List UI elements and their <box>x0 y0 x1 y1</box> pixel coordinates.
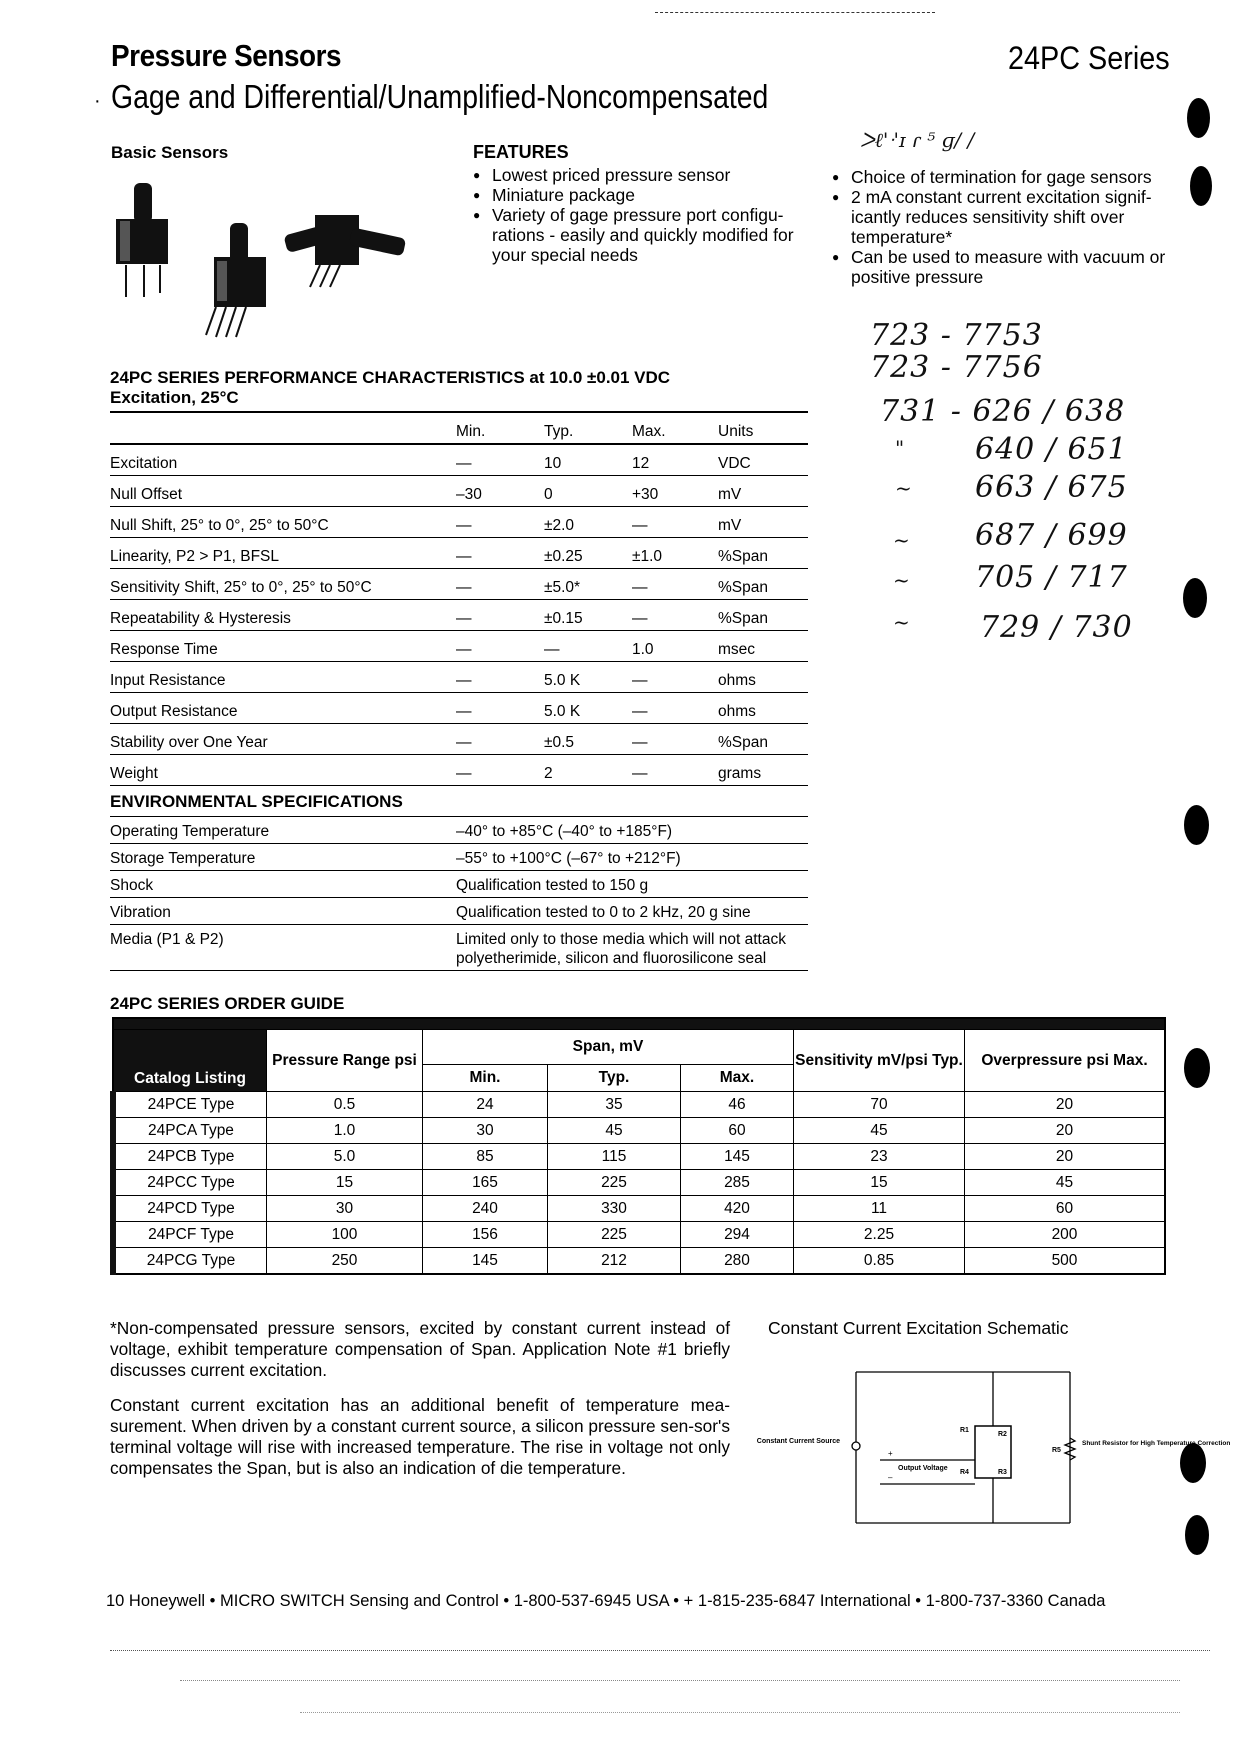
handwritten-note: 705 / 717 <box>975 560 1128 595</box>
performance-table <box>110 411 808 786</box>
table-cell: 60 <box>681 1118 794 1144</box>
table-row <box>110 476 808 507</box>
punch-hole-icon <box>1187 98 1210 138</box>
table-row <box>110 631 808 662</box>
column-header: Typ. <box>544 412 632 444</box>
table-row <box>113 1092 1165 1118</box>
table-cell: mV <box>718 476 808 507</box>
table-header-row <box>110 412 808 444</box>
table-cell: 45 <box>548 1118 681 1144</box>
table-top-bar <box>113 1018 1165 1030</box>
feature-item: ● Variety of gage pressure port configu-rations - easily and quickly modified for your special needs <box>473 205 813 265</box>
table-cell: 20 <box>965 1092 1166 1118</box>
handwritten-note: 731 - 626 / 638 <box>880 394 1126 429</box>
minus-label: – <box>888 1473 893 1482</box>
feature-item: ● 2 mA constant current excitation signif-icantly reduces sensitivity shift over temperature* <box>832 187 1172 247</box>
features-list-left <box>473 165 813 265</box>
page-subtitle: Gage and Differential/Unamplified-Noncompensated <box>111 78 769 115</box>
table-cell: Null Offset <box>110 476 456 507</box>
handwritten-mark: " <box>895 436 906 460</box>
table-cell: 330 <box>548 1196 681 1222</box>
resistor-r4-label: R4 <box>960 1469 969 1476</box>
punch-hole-icon <box>1184 1048 1210 1088</box>
table-cell: 285 <box>681 1170 794 1196</box>
table-cell: 280 <box>681 1248 794 1275</box>
table-cell: — <box>632 693 718 724</box>
column-header-max: Max. <box>681 1065 794 1092</box>
column-header-catalog: Catalog Listing <box>113 1030 267 1092</box>
resistor-r3-label: R3 <box>998 1469 1007 1476</box>
table-cell: %Span <box>718 538 808 569</box>
table-cell: 24PCE Type <box>113 1092 267 1118</box>
table-cell: %Span <box>718 724 808 755</box>
table-cell: 20 <box>965 1144 1166 1170</box>
table-cell: 100 <box>267 1222 423 1248</box>
table-cell: 212 <box>548 1248 681 1275</box>
plus-label: + <box>888 1449 893 1458</box>
resistor-r5-label: R5 <box>1052 1447 1061 1454</box>
table-cell: 2.25 <box>794 1222 965 1248</box>
resistor-r1-label: R1 <box>960 1427 969 1434</box>
punch-hole-icon <box>1185 1515 1209 1555</box>
table-cell: Vibration <box>110 898 456 925</box>
column-header-min: Min. <box>423 1065 548 1092</box>
table-cell: 0 <box>544 476 632 507</box>
table-cell: 145 <box>681 1144 794 1170</box>
table-cell: 30 <box>267 1196 423 1222</box>
table-cell: — <box>544 631 632 662</box>
table-cell: 0.85 <box>794 1248 965 1275</box>
performance-table-body <box>110 444 808 786</box>
table-cell: grams <box>718 755 808 786</box>
table-cell: 24PCC Type <box>113 1170 267 1196</box>
table-cell: Input Resistance <box>110 662 456 693</box>
table-row <box>110 538 808 569</box>
table-cell: ±1.0 <box>632 538 718 569</box>
column-header-sensitivity: Sensitivity mV/psi Typ. <box>794 1030 965 1092</box>
table-cell: — <box>632 507 718 538</box>
table-cell: Sensitivity Shift, 25° to 0°, 25° to 50°C <box>110 569 456 600</box>
table-cell: ±0.5 <box>544 724 632 755</box>
page-title: Pressure Sensors <box>111 38 342 73</box>
table-cell: 5.0 <box>267 1144 423 1170</box>
environmental-heading: ENVIRONMENTAL SPECIFICATIONS <box>110 792 403 811</box>
column-header: Max. <box>632 412 718 444</box>
table-cell: 15 <box>794 1170 965 1196</box>
environmental-table-body <box>110 817 808 971</box>
performance-heading <box>110 368 670 408</box>
table-cell: Shock <box>110 871 456 898</box>
table-cell: Qualification tested to 0 to 2 kHz, 20 g sine <box>456 898 808 925</box>
handwritten-note: 723 - 7753 <box>870 318 1043 353</box>
punch-hole-icon <box>1183 578 1207 618</box>
column-header: Units <box>718 412 808 444</box>
table-cell: — <box>632 662 718 693</box>
performance-heading-line1: 24PC SERIES PERFORMANCE CHARACTERISTICS at 10.0 ±0.01 VDC <box>110 368 671 387</box>
table-row <box>113 1222 1165 1248</box>
table-cell: 20 <box>965 1118 1166 1144</box>
features-heading: FEATURES <box>473 142 569 162</box>
table-cell: 10 <box>544 444 632 476</box>
punch-hole-icon <box>1180 1443 1206 1483</box>
table-cell: +30 <box>632 476 718 507</box>
order-guide-table <box>110 1017 1166 1275</box>
sensor-image-1 <box>116 183 168 297</box>
order-guide-heading: 24PC SERIES ORDER GUIDE <box>110 994 345 1013</box>
table-cell: ohms <box>718 693 808 724</box>
schematic-title: Constant Current Excitation Schematic <box>768 1318 1069 1338</box>
scan-artifact-bottom <box>180 1680 1180 1683</box>
constant-current-schematic <box>756 1360 1231 1535</box>
table-cell: 24 <box>423 1092 548 1118</box>
table-cell: — <box>456 724 544 755</box>
table-cell: 85 <box>423 1144 548 1170</box>
table-cell: — <box>456 755 544 786</box>
table-cell: 115 <box>548 1144 681 1170</box>
footnote-paragraph: *Non-compensated pressure sensors, excited by constant current instead of voltage, exhibit temperature compensation of Span. Application Note #1 briefly discusses current excitation. <box>110 1318 730 1380</box>
table-cell: mV <box>718 507 808 538</box>
column-header-overpressure: Overpressure psi Max. <box>965 1030 1166 1092</box>
feature-item: ● Choice of termination for gage sensors <box>832 167 1172 187</box>
table-cell: 1.0 <box>632 631 718 662</box>
table-cell: 24PCB Type <box>113 1144 267 1170</box>
handwritten-mark: ~ <box>895 476 913 500</box>
table-cell: 294 <box>681 1222 794 1248</box>
table-cell: –40° to +85°C (–40° to +185°F) <box>456 817 808 844</box>
table-row <box>110 693 808 724</box>
table-cell: ±2.0 <box>544 507 632 538</box>
table-row <box>110 444 808 476</box>
table-cell: 11 <box>794 1196 965 1222</box>
table-cell: 35 <box>548 1092 681 1118</box>
table-cell: 1.0 <box>267 1118 423 1144</box>
table-row <box>110 755 808 786</box>
table-cell: Output Resistance <box>110 693 456 724</box>
table-cell: 225 <box>548 1170 681 1196</box>
punch-hole-icon <box>1184 805 1209 845</box>
table-row <box>110 898 808 925</box>
features-list-right <box>832 167 1172 287</box>
column-header <box>110 412 456 444</box>
table-row <box>113 1196 1165 1222</box>
table-cell: — <box>456 693 544 724</box>
table-cell: 5.0 K <box>544 662 632 693</box>
table-cell: 156 <box>423 1222 548 1248</box>
table-cell: Qualification tested to 150 g <box>456 871 808 898</box>
table-cell: 225 <box>548 1222 681 1248</box>
table-row <box>110 925 808 971</box>
table-row <box>110 724 808 755</box>
table-cell: 420 <box>681 1196 794 1222</box>
table-row <box>113 1170 1165 1196</box>
table-cell: VDC <box>718 444 808 476</box>
feature-item: ● Can be used to measure with vacuum or positive pressure <box>832 247 1172 287</box>
table-cell: 45 <box>794 1118 965 1144</box>
table-cell: 24PCG Type <box>113 1248 267 1275</box>
table-cell: 165 <box>423 1170 548 1196</box>
table-cell: Null Shift, 25° to 0°, 25° to 50°C <box>110 507 456 538</box>
shunt-resistor-label: Shunt Resistor for High Temperature Correction <box>1082 1440 1231 1447</box>
feature-item: ● Miniature package <box>473 185 813 205</box>
table-cell: 23 <box>794 1144 965 1170</box>
table-cell: — <box>632 755 718 786</box>
column-header: Min. <box>456 412 544 444</box>
table-cell: ±0.25 <box>544 538 632 569</box>
table-row <box>113 1248 1165 1275</box>
handwritten-note: 640 / 651 <box>975 432 1128 467</box>
table-cell: –55° to +100°C (–67° to +212°F) <box>456 844 808 871</box>
page-footer: 10 Honeywell • MICRO SWITCH Sensing and Control • 1-800-537-6945 USA • + 1-815-235-6847 International • 1-800-737-3360 Canada <box>106 1592 1106 1610</box>
environmental-table <box>110 816 808 971</box>
table-header-row <box>113 1030 1165 1065</box>
handwritten-note: 687 / 699 <box>975 518 1128 553</box>
output-voltage-label: Output Voltage <box>898 1465 948 1472</box>
order-guide-table-body <box>113 1092 1165 1275</box>
table-row <box>110 817 808 844</box>
sensor-image-2 <box>206 223 266 337</box>
table-cell: 500 <box>965 1248 1166 1275</box>
column-header-typ: Typ. <box>548 1065 681 1092</box>
table-cell: — <box>456 600 544 631</box>
table-cell: 70 <box>794 1092 965 1118</box>
handwritten-mark: ~ <box>893 610 911 634</box>
handwritten-mark: ~ <box>893 528 911 552</box>
basic-sensors-illustration <box>110 175 430 345</box>
table-row <box>110 507 808 538</box>
table-cell: — <box>456 507 544 538</box>
table-cell: Weight <box>110 755 456 786</box>
handwritten-note: 723 - 7756 <box>870 350 1043 385</box>
sensor-image-3 <box>283 215 406 287</box>
table-cell: — <box>456 662 544 693</box>
basic-sensors-label: Basic Sensors <box>111 143 229 162</box>
table-cell: — <box>632 569 718 600</box>
table-cell: Media (P1 & P2) <box>110 925 456 971</box>
table-cell: 12 <box>632 444 718 476</box>
scan-artifact-bottom <box>110 1650 1210 1653</box>
table-cell: msec <box>718 631 808 662</box>
table-cell: 15 <box>267 1170 423 1196</box>
table-cell: Repeatability & Hysteresis <box>110 600 456 631</box>
table-cell: — <box>456 538 544 569</box>
punch-hole-icon <box>1190 166 1212 206</box>
table-row <box>113 1144 1165 1170</box>
table-cell: 46 <box>681 1092 794 1118</box>
table-cell: 250 <box>267 1248 423 1275</box>
table-cell: — <box>456 569 544 600</box>
table-cell: Stability over One Year <box>110 724 456 755</box>
table-cell: 30 <box>423 1118 548 1144</box>
table-cell: — <box>456 631 544 662</box>
table-cell: Response Time <box>110 631 456 662</box>
dot-icon: · <box>94 90 101 112</box>
table-cell: Storage Temperature <box>110 844 456 871</box>
table-cell: 240 <box>423 1196 548 1222</box>
table-cell: ohms <box>718 662 808 693</box>
performance-heading-line2: Excitation, 25°C <box>110 388 239 407</box>
resistor-r2-label: R2 <box>998 1431 1007 1438</box>
table-cell: %Span <box>718 600 808 631</box>
table-cell: 0.5 <box>267 1092 423 1118</box>
handwritten-scribble: ᐳℓ'ᐧ'ɪ ɾ ⁵ ɡ/ ∕ <box>860 128 975 152</box>
table-cell: 60 <box>965 1196 1166 1222</box>
table-cell: — <box>456 444 544 476</box>
table-row <box>110 569 808 600</box>
series-name: 24PC Series <box>1008 40 1170 76</box>
table-cell: 24PCD Type <box>113 1196 267 1222</box>
table-cell: Operating Temperature <box>110 817 456 844</box>
table-cell: –30 <box>456 476 544 507</box>
handwritten-note: 729 / 730 <box>980 610 1133 645</box>
table-cell: 145 <box>423 1248 548 1275</box>
feature-item: ● Lowest priced pressure sensor <box>473 165 813 185</box>
table-cell: — <box>632 600 718 631</box>
scan-artifact-bottom <box>300 1712 1180 1715</box>
table-cell: 2 <box>544 755 632 786</box>
table-cell: Excitation <box>110 444 456 476</box>
handwritten-note: 663 / 675 <box>975 470 1128 505</box>
body-paragraph: Constant current excitation has an additional benefit of temperature mea-surement. When driven by a constant current source, a silicon pressure sen-sor's terminal voltage will rise with increased temperature. The rise in voltage not only compensates the Span, but is also an indication of die temperature. <box>110 1395 730 1478</box>
column-header-range: Pressure Range psi <box>267 1030 423 1092</box>
table-cell: 24PCA Type <box>113 1118 267 1144</box>
column-header-span: Span, mV <box>423 1030 794 1065</box>
table-cell: 200 <box>965 1222 1166 1248</box>
table-row <box>110 844 808 871</box>
table-cell: 24PCF Type <box>113 1222 267 1248</box>
table-cell: 45 <box>965 1170 1166 1196</box>
source-label: Constant Current Source <box>756 1438 840 1445</box>
table-row <box>110 662 808 693</box>
table-cell: — <box>632 724 718 755</box>
scan-artifact-top <box>655 12 935 15</box>
table-cell: %Span <box>718 569 808 600</box>
table-cell: Limited only to those media which will not attack polyetherimide, silicon and fluorosilicone seal <box>456 925 808 971</box>
table-cell: 5.0 K <box>544 693 632 724</box>
table-row <box>110 871 808 898</box>
table-cell: Linearity, P2 > P1, BFSL <box>110 538 456 569</box>
handwritten-mark: ~ <box>893 568 911 592</box>
table-cell: ±0.15 <box>544 600 632 631</box>
table-cell: ±5.0* <box>544 569 632 600</box>
table-row <box>113 1118 1165 1144</box>
table-row <box>110 600 808 631</box>
